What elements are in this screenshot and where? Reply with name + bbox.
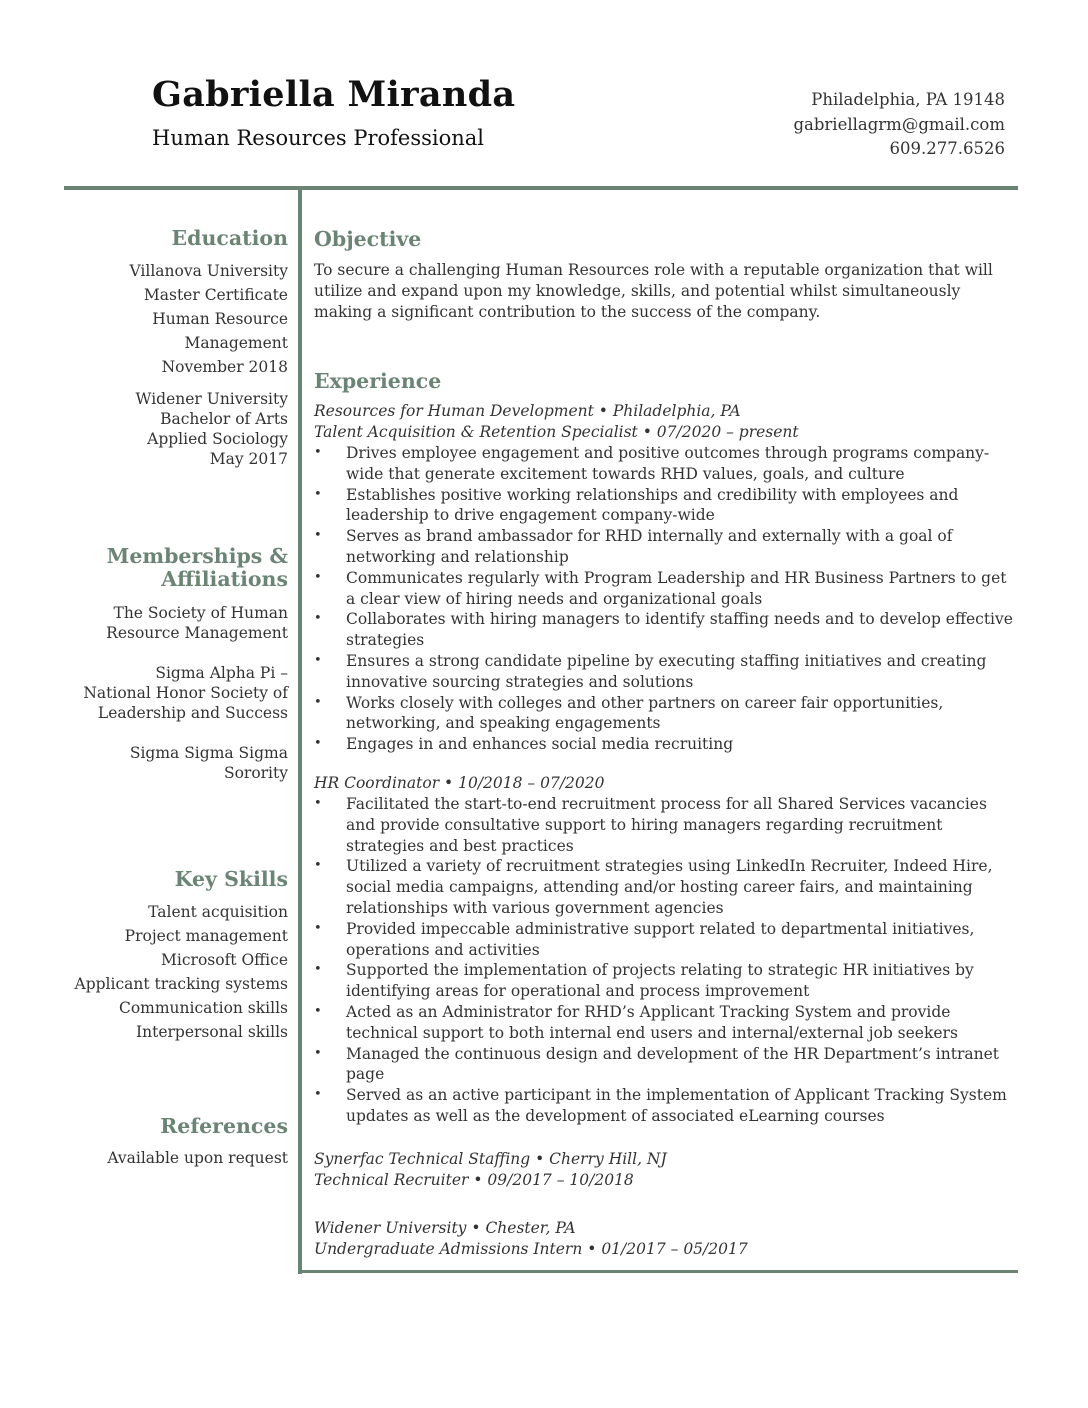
membership-line: Leadership and Success: [97, 704, 288, 722]
job-organization: Resources for Human Development • Philadelphia, PA: [314, 402, 741, 420]
job-bullet: • Serves as brand ambassador for RHD internally and externally with a goal of networking and relationship: [314, 527, 953, 566]
job-bullet: • Facilitated the start-to-end recruitment process for all Shared Services vacancies and provide consultative support to hiring managers regarding recruitment strategies and best practices: [314, 794, 987, 855]
skill-item: Microsoft Office: [161, 951, 288, 969]
skills-heading: Key Skills: [174, 867, 288, 891]
job-role: Technical Recruiter • 09/2017 – 10/2018: [314, 1170, 634, 1189]
bullet-glyph: •: [314, 920, 322, 936]
job-entry: [314, 1149, 1014, 1191]
membership-line: Resource Management: [106, 624, 288, 642]
references-section: [28, 1115, 288, 1170]
job-bullet: • Collaborates with hiring managers to identify staffing needs and to develop effective strategies: [314, 610, 1013, 650]
references-heading: References: [160, 1114, 288, 1138]
job-organization: Widener University • Chester, PA: [314, 1218, 576, 1237]
candidate-name: Gabriella Miranda: [152, 74, 516, 115]
education-line: Management: [184, 334, 288, 352]
objective-section: [314, 227, 1014, 323]
job-bullets: [314, 443, 1014, 755]
references-text: Available upon request: [107, 1149, 288, 1167]
education-line: Applied Sociology: [147, 430, 288, 448]
education-line: Bachelor of Arts: [160, 410, 288, 428]
memberships-heading-line: Affiliations: [161, 567, 288, 591]
bullet-glyph: •: [314, 1003, 322, 1019]
job-bullet: • Works closely with colleges and other partners on career fair opportunities, networking, and speaking engagements: [314, 693, 944, 733]
bottom-divider: [298, 1270, 1018, 1273]
bullet-glyph: •: [314, 652, 322, 668]
bullet-glyph: •: [314, 694, 322, 710]
job-entry: [314, 401, 1014, 755]
education-line: Master Certificate: [143, 286, 288, 304]
job-bullet: • Utilized a variety of recruitment strategies using LinkedIn Recruiter, Indeed Hire, social media campaigns, attending and/or hosting career fairs, and maintaining relationships with various government agencies: [314, 857, 993, 917]
job-bullet: • Ensures a strong candidate pipeline by executing staffing initiatives and creating innovative sourcing strategies and solutions: [314, 651, 987, 691]
job-entry: [314, 1218, 1014, 1260]
objective-text: To secure a challenging Human Resources role with a reputable organization that will utilize and expand upon my knowledge, skills, and potential whilst simultaneously making a significant contribution to the success of the company.: [314, 261, 993, 321]
job-bullet: • Managed the continuous design and development of the HR Department’s intranet page: [314, 1044, 1000, 1084]
membership-line: National Honor Society of: [83, 684, 288, 702]
bullet-glyph: •: [314, 736, 322, 752]
skill-item: Applicant tracking systems: [74, 975, 288, 993]
header-divider: [64, 186, 1018, 190]
education-line: Villanova University: [129, 262, 288, 280]
job-role: HR Coordinator • 10/2018 – 07/2020: [314, 773, 605, 792]
bullet-glyph: •: [314, 611, 322, 627]
contact-location: Philadelphia, PA 19148: [811, 90, 1005, 109]
experience-section: [314, 369, 1014, 1260]
skill-item: Communication skills: [118, 999, 288, 1017]
education-section: [28, 227, 288, 469]
contact-email: gabriellagrm@gmail.com: [793, 114, 1005, 134]
education-heading: Education: [171, 226, 288, 250]
contact-block: [793, 88, 1005, 162]
bullet-glyph: •: [314, 486, 322, 502]
membership-line: The Society of Human: [113, 604, 288, 622]
job-bullet: • Drives employee engagement and positive outcomes through programs company-wide that generate excitement towards RHD values, goals, and culture: [314, 444, 990, 483]
bullet-glyph: •: [314, 1087, 322, 1103]
bullet-glyph: •: [314, 1045, 322, 1061]
job-role: Undergraduate Admissions Intern • 01/2017 – 05/2017: [314, 1239, 748, 1258]
bullet-glyph: •: [314, 445, 322, 460]
education-line: November 2018: [161, 358, 288, 376]
skills-section: [28, 868, 288, 1044]
job-bullet: • Acted as an Administrator for RHD’s Applicant Tracking System and provide technical support to both internal end users and internal/external job seekers: [314, 1002, 958, 1042]
bullet-glyph: •: [314, 858, 322, 874]
job-bullets: [314, 794, 1014, 1127]
skill-item: Interpersonal skills: [136, 1023, 288, 1041]
job-bullet: • Engages in and enhances social media recruiting: [314, 735, 734, 754]
job-role: Talent Acquisition & Retention Specialist • 07/2020 – present: [314, 423, 799, 441]
experience-heading: Experience: [314, 369, 442, 393]
job-organization: Synerfac Technical Staffing • Cherry Hill, NJ: [314, 1149, 667, 1168]
memberships-heading-line: Memberships &: [106, 544, 288, 568]
education-line: May 2017: [209, 450, 288, 468]
skill-item: Talent acquisition: [148, 903, 288, 921]
membership-line: Sigma Alpha Pi –: [155, 664, 288, 682]
candidate-title: Human Resources Professional: [152, 126, 485, 150]
job-bullet: • Establishes positive working relationships and credibility with employees and leadership to drive engagement company-wide: [314, 485, 959, 525]
skill-item: Project management: [124, 927, 288, 945]
job-bullet: • Supported the implementation of projects relating to strategic HR initiatives by identifying areas for operational and process improvement: [314, 961, 974, 1001]
membership-line: Sigma Sigma Sigma: [129, 744, 288, 762]
bullet-glyph: •: [314, 795, 322, 811]
job-bullet: • Communicates regularly with Program Leadership and HR Business Partners to get a clear view of hiring needs and organizational goals: [314, 568, 1007, 608]
job-bullet: • Served as an active participant in the implementation of Applicant Tracking System updates as well as the development of associated eLearning courses: [314, 1086, 1007, 1125]
job-bullet: • Provided impeccable administrative support related to departmental initiatives, operations and activities: [314, 919, 975, 959]
education-line: Human Resource: [152, 310, 288, 328]
contact-phone: 609.277.6526: [889, 139, 1005, 158]
column-divider: [298, 186, 302, 1274]
objective-heading: Objective: [314, 227, 422, 251]
bullet-glyph: •: [314, 569, 322, 585]
job-entry: [314, 773, 1014, 1127]
education-line: Widener University: [135, 390, 288, 408]
memberships-section: [28, 545, 288, 783]
bullet-glyph: •: [314, 962, 322, 978]
membership-line: Sorority: [223, 764, 288, 782]
bullet-glyph: •: [314, 528, 322, 544]
